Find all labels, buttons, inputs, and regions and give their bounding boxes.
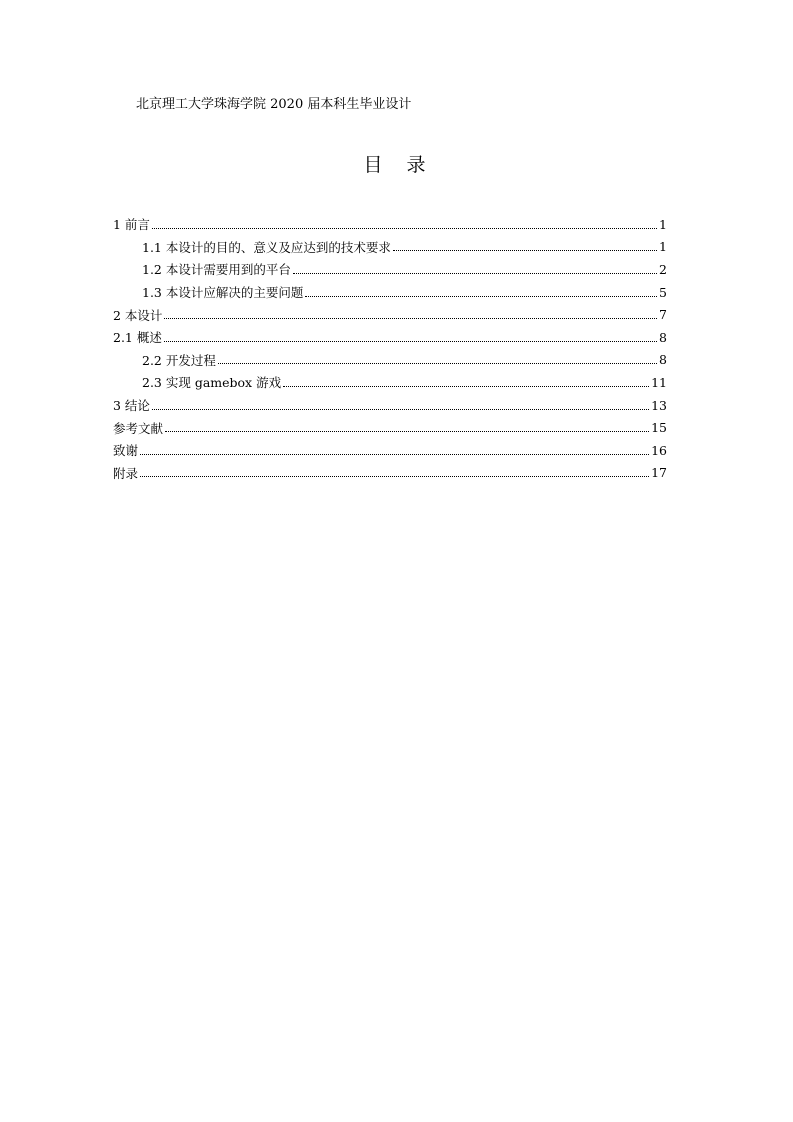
toc-entry-page: 13 — [651, 397, 667, 413]
toc-entry-label: 1 前言 — [113, 217, 150, 233]
toc-leader — [293, 273, 657, 274]
toc-entry-page: 5 — [659, 284, 667, 300]
toc-entry-label: 2.3 实现 gamebox 游戏 — [142, 375, 282, 391]
toc-entry-page: 1 — [659, 239, 667, 255]
toc-leader — [140, 454, 649, 455]
toc-entry[interactable] — [113, 213, 667, 236]
toc-entry-page: 8 — [659, 329, 667, 345]
toc-entry-label: 2.1 概述 — [113, 330, 162, 346]
toc-entry-page: 17 — [651, 465, 667, 481]
toc-entry-label: 2.2 开发过程 — [142, 352, 216, 368]
toc-entry-page: 8 — [659, 352, 667, 368]
toc-entry[interactable] — [113, 371, 667, 394]
toc-entry-page: 16 — [651, 442, 667, 458]
toc-entry[interactable] — [113, 439, 667, 462]
toc-entry-label: 参考文献 — [113, 420, 164, 436]
toc-entry-label: 附录 — [113, 465, 139, 481]
page-title: 目 录 — [363, 154, 430, 176]
table-of-contents — [113, 213, 667, 484]
toc-entry[interactable] — [113, 326, 667, 349]
toc-leader — [305, 296, 657, 297]
toc-entry[interactable] — [113, 258, 667, 281]
toc-entry-page: 2 — [659, 261, 667, 277]
toc-entry-page: 1 — [659, 216, 667, 232]
toc-leader — [152, 409, 649, 410]
toc-entry-page: 7 — [659, 307, 667, 323]
toc-leader — [165, 431, 649, 432]
toc-entry[interactable] — [113, 416, 667, 439]
toc-entry-page: 11 — [651, 374, 667, 390]
toc-entry-page: 15 — [651, 420, 667, 436]
toc-entry-label: 1.1 本设计的目的、意义及应达到的技术要求 — [142, 239, 391, 255]
toc-entry-label: 1.3 本设计应解决的主要问题 — [142, 285, 304, 301]
toc-leader — [152, 228, 657, 229]
toc-leader — [283, 386, 649, 387]
toc-entry[interactable] — [113, 236, 667, 259]
page-header: 北京理工大学珠海学院 2020 届本科生毕业设计 — [136, 97, 412, 112]
toc-leader — [164, 318, 657, 319]
toc-entry-label: 1.2 本设计需要用到的平台 — [142, 262, 291, 278]
toc-leader — [393, 250, 657, 251]
toc-leader — [140, 476, 649, 477]
toc-entry[interactable] — [113, 349, 667, 372]
toc-leader — [164, 341, 657, 342]
toc-entry[interactable] — [113, 462, 667, 485]
toc-entry[interactable] — [113, 303, 667, 326]
toc-entry-label: 致谢 — [113, 443, 139, 459]
toc-entry-label: 3 结论 — [113, 398, 150, 414]
toc-entry[interactable] — [113, 394, 667, 417]
toc-leader — [218, 363, 657, 364]
toc-entry-label: 2 本设计 — [113, 307, 163, 323]
toc-entry[interactable] — [113, 281, 667, 304]
